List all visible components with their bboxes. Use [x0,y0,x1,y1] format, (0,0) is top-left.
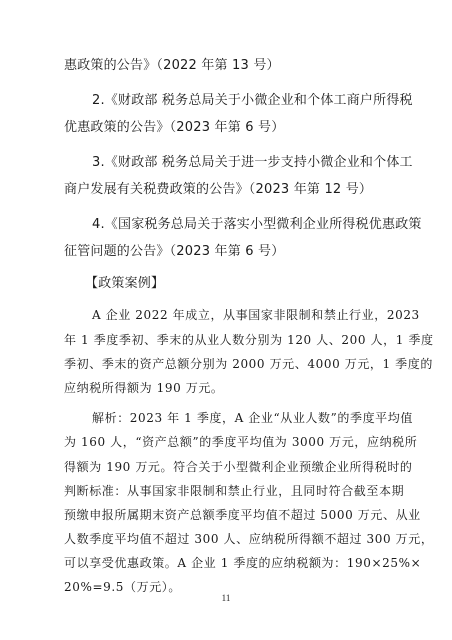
text-line: 应纳税所得额为 190 万元。 [64,381,224,395]
text-line: 得额为 190 万元。符合关于小型微利企业预缴企业所得税时的 [64,460,413,474]
text-line: 预缴申报所属期末资产总额季度平均值不超过 5000 万元、从业 [64,508,421,522]
text-line: 4.《国家税务总局关于落实小型微利企业所得税优惠政策 [92,217,422,232]
text-line: 人数季度平均值不超过 300 人、应纳税所得额不超过 300 万元， [64,532,434,546]
text-line: 2.《财政部 税务总局关于小微企业和个体工商户所得税 [92,93,413,108]
text-line: 年 1 季度季初、季末的从业人数分别为 120 人、200 人，1 季度 [64,333,434,347]
text-line: 季初、季末的资产总额分别为 2000 万元、4000 万元，1 季度的 [64,357,433,371]
text-line: 优惠政策的公告》（2023 年第 6 号） [64,120,285,135]
text-line: 征管问题的公告》（2023 年第 6 号） [64,244,285,259]
page-number: 11 [221,593,231,603]
text-line: 判断标准：从事国家非限制和禁止行业，且同时符合截至本期 [64,484,405,498]
text-line: 可以享受优惠政策。A 企业 1 季度的应纳税额为：190×25%× [64,556,422,570]
text-line: A 企业 2022 年成立，从事国家非限制和禁止行业，2023 [92,308,420,322]
text-line: 惠政策的公告》（2022 年第 13 号） [64,58,280,73]
text-line: 【政策案例】 [85,276,165,291]
text-line: 商户发展有关税费政策的公告》（2023 年第 12 号） [64,182,373,197]
text-line: 为 160 人，“资产总额”的季度平均值为 3000 万元，应纳税所 [64,435,418,449]
text-line: 3.《财政部 税务总局关于进一步支持小微企业和个体工 [92,155,413,170]
text-line: 解析：2023 年 1 季度，A 企业“从业人数”的季度平均值 [92,411,413,425]
text-line: 20%=9.5（万元）。 [64,580,182,594]
